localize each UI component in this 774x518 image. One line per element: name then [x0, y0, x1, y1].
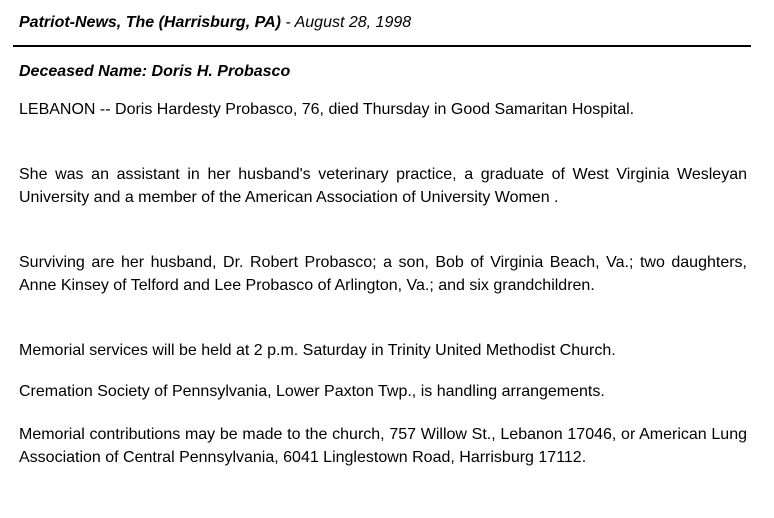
publication-header [19, 12, 749, 34]
header-divider [13, 45, 751, 47]
obituary-paragraph: LEBANON -- Doris Hardesty Probasco, 76, died Thursday in Good Samaritan Hospital. [19, 101, 635, 118]
publication-name: Patriot-News, The (Harrisburg, PA) [19, 14, 281, 31]
obituary-paragraph: Memorial services will be held at 2 p.m. Saturday in Trinity United Methodist Church. [19, 342, 616, 359]
publication-date: August 28, 1998 [294, 14, 412, 31]
header-separator: - [280, 14, 295, 31]
obituary-paragraph: Surviving are her husband, Dr. Robert Probasco; a son, Bob of Virginia Beach, Va.; two daughters, Anne Kinsey of Telford and Lee Probasco of Arlington, Va.; and six grandchildren. [19, 254, 747, 294]
obituary-paragraph: Cremation Society of Pennsylvania, Lower Paxton Twp., is handling arrangements. [19, 383, 605, 400]
obituary-paragraph: She was an assistant in her husband's veterinary practice, a graduate of West Virginia Wesleyan University and a member of the American Association of University Women . [19, 166, 747, 206]
obituary-paragraph: Memorial contributions may be made to the church, 757 Willow St., Lebanon 17046, or American Lung Association of Central Pennsylvania, 6041 Linglestown Road, Harrisburg 17112. [19, 426, 747, 466]
deceased-name: Deceased Name: Doris H. Probasco [19, 63, 291, 80]
